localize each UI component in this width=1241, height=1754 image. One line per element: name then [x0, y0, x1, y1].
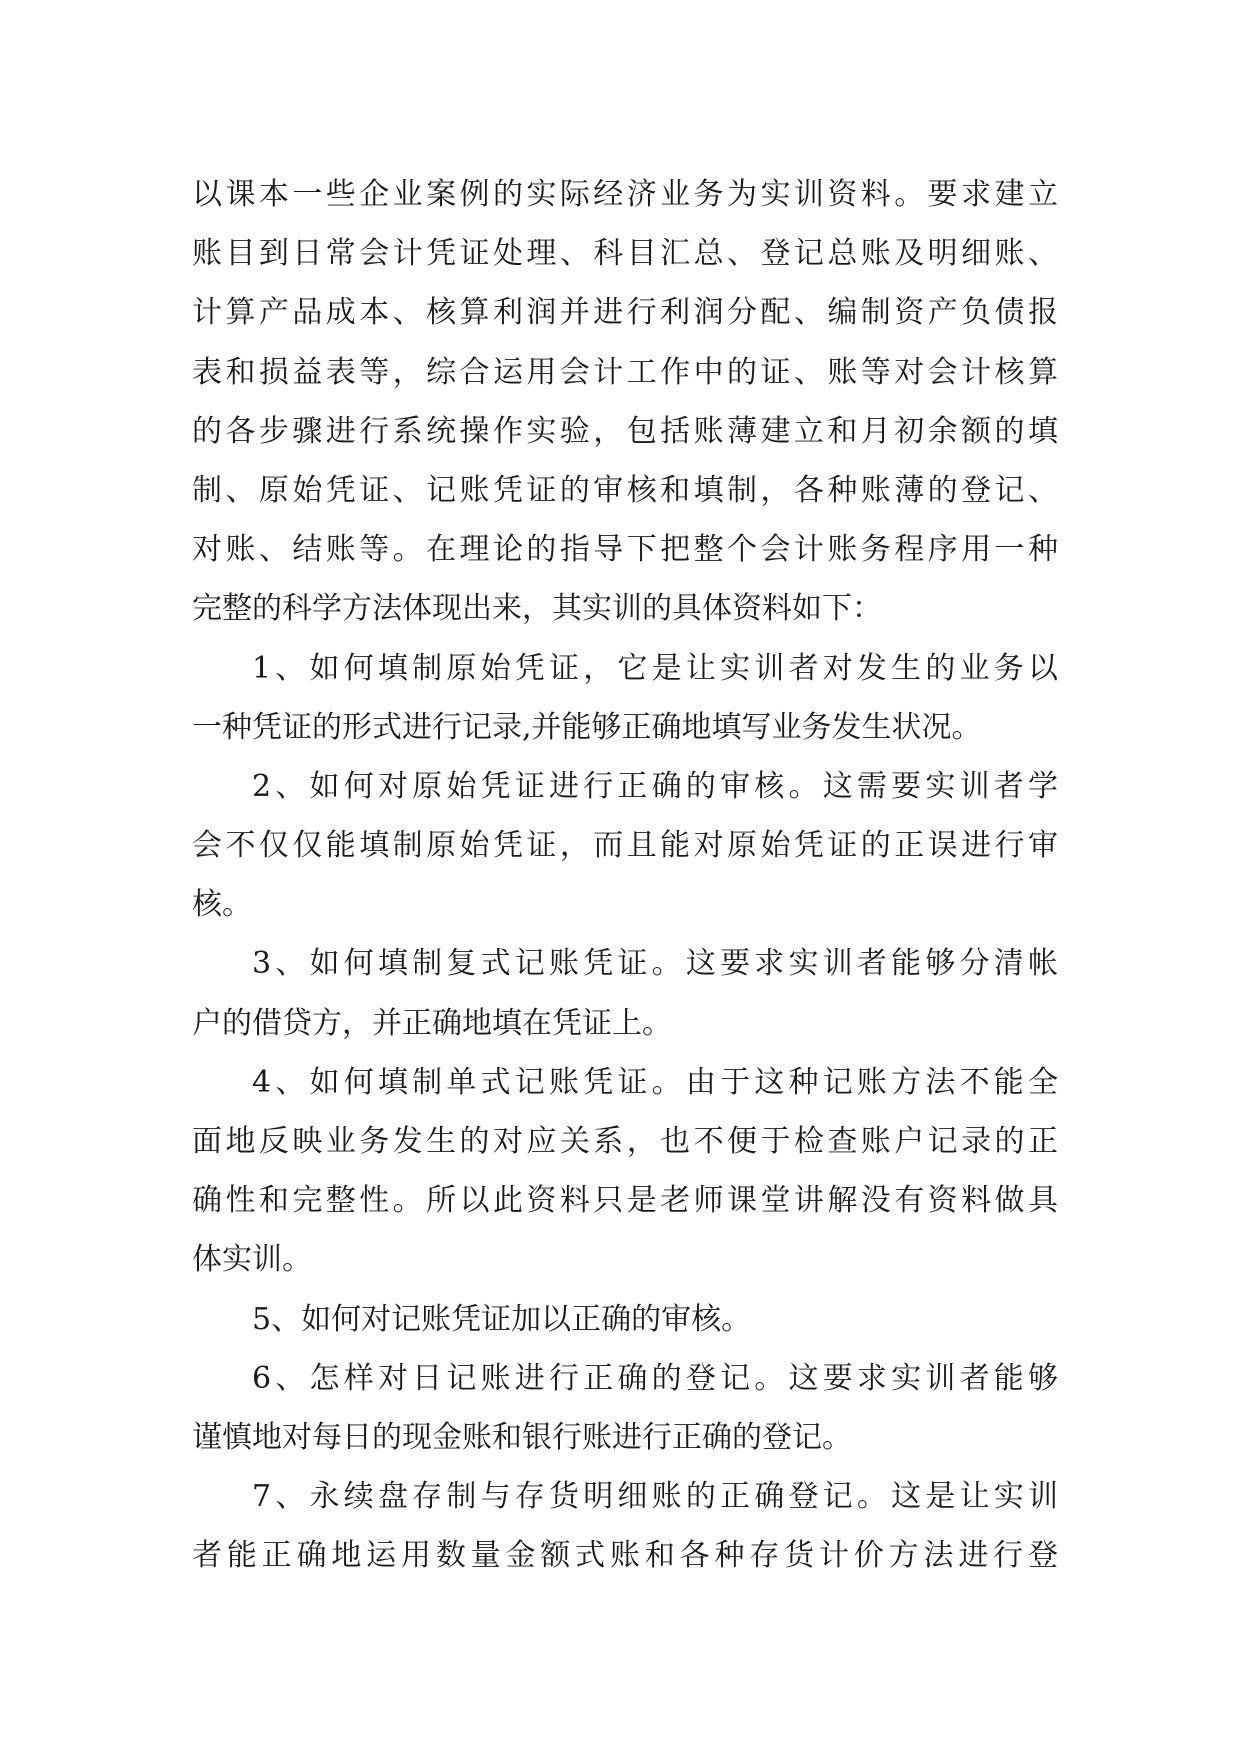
list-item-4-line: 体实训。: [192, 1242, 312, 1278]
list-item-2-line: 2、如何对原始凭证进行正确的审核。这需要实训者学: [252, 768, 1058, 804]
document-body: [192, 165, 1058, 1586]
text-line: 账目到日常会计凭证处理、科目汇总、登记总账及明细账、: [192, 236, 1058, 272]
list-item-2-line: 核。: [192, 887, 252, 923]
list-item-2-line: 会不仅仅能填制原始凭证，而且能对原始凭证的正误进行审: [192, 828, 1058, 864]
text-line: 完整的科学方法体现出来，其实训的具体资料如下：: [192, 591, 882, 627]
list-item-1-line: 1、如何填制原始凭证，它是让实训者对发生的业务以: [252, 650, 1058, 686]
text-line: 制、原始凭证、记账凭证的审核和填制，各种账薄的登记、: [192, 472, 1058, 508]
list-item-5-line: 5、如何对记账凭证加以正确的审核。: [252, 1301, 752, 1337]
list-item-7-line: 者能正确地运用数量金额式账和各种存货计价方法进行登: [192, 1538, 1058, 1574]
text-line: 以课本一些企业案例的实际经济业务为实训资料。要求建立: [192, 177, 1058, 212]
text-line: 计算产品成本、核算利润并进行利润分配、编制资产负债报: [192, 295, 1058, 331]
list-item-4-line: 4、如何填制单式记账凭证。由于这种记账方法不能全: [252, 1064, 1058, 1100]
list-item-3-line: 3、如何填制复式记账凭证。这要求实训者能够分清帐: [252, 946, 1058, 982]
list-item-6-line: 6、怎样对日记账进行正确的登记。这要求实训者能够: [252, 1360, 1058, 1396]
text-line: 的各步骤进行系统操作实验，包括账薄建立和月初余额的填: [192, 413, 1058, 449]
list-item-1-line: 一种凭证的形式进行记录,并能够正确地填写业务发生状况。: [192, 709, 982, 745]
text-line: 对账、结账等。在理论的指导下把整个会计账务程序用一种: [192, 532, 1058, 568]
text-line: 表和损益表等，综合运用会计工作中的证、账等对会计核算: [192, 354, 1058, 390]
list-item-7-line: 7、永续盘存制与存货明细账的正确登记。这是让实训: [252, 1479, 1058, 1515]
list-item-4-line: 面地反映业务发生的对应关系，也不便于检查账户记录的正: [192, 1124, 1058, 1159]
list-item-3-line: 户的借贷方，并正确地填在凭证上。: [192, 1005, 672, 1041]
list-item-4-line: 确性和完整性。所以此资料只是老师课堂讲解没有资料做具: [192, 1183, 1058, 1219]
list-item-6-line: 谨慎地对每日的现金账和银行账进行正确的登记。: [192, 1419, 852, 1455]
